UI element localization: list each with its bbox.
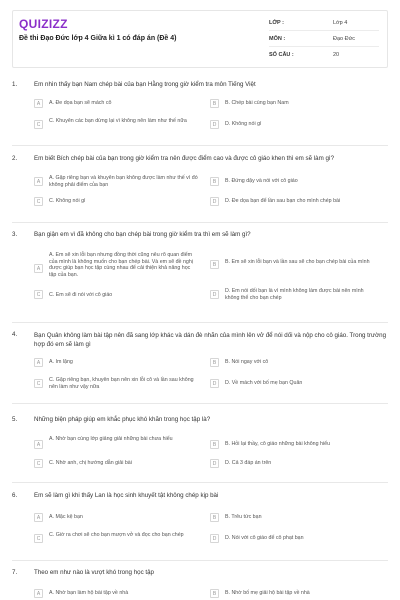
divider <box>12 145 388 146</box>
option-text: B. Hỏi lại thầy, cô giáo những bài không hiểu <box>225 441 331 448</box>
option-a[interactable] <box>34 513 210 522</box>
option-letter: A <box>34 99 43 108</box>
option-b[interactable] <box>210 436 386 449</box>
option-letter: D <box>210 120 219 129</box>
option-text: D. Cả 3 đáp án trên <box>225 460 272 467</box>
worksheet-header <box>12 10 388 68</box>
meta-label: LỚP : <box>269 19 284 26</box>
option-text: C. Em sẽ đi nói với cô giáo <box>49 291 113 298</box>
divider <box>12 322 388 323</box>
option-text: C. Giờ ra chơi sẽ cho bạn mượn vở và đọc cho bạn chép <box>49 532 184 538</box>
option-text: A. Nhờ bạn làm hộ bài tập về nhà <box>49 590 129 597</box>
question-3 <box>12 231 388 302</box>
question-number: 5. <box>12 416 18 423</box>
option-letter: A <box>34 358 43 367</box>
option-letter: D <box>210 197 219 206</box>
option-b[interactable] <box>210 175 386 188</box>
option-text: A. Gặp riêng bạn và khuyên bạn không được làm như thế vì đó không phải điểm của bạn <box>49 175 198 188</box>
option-c[interactable] <box>34 118 210 129</box>
option-letter: B <box>210 177 219 186</box>
option-text: A. Mặc kệ bạn <box>49 514 83 521</box>
meta-table <box>269 15 379 63</box>
option-text: B. Nói ngay với cô <box>225 359 269 366</box>
meta-row-subject <box>269 31 379 47</box>
option-text: C. Gặp riêng bạn, khuyên bạn nên xin lỗi cô và lần sau không nên làm như vậy nữa <box>49 377 194 390</box>
option-letter: A <box>34 177 43 186</box>
option-letter: C <box>34 379 43 388</box>
meta-row-grade <box>269 15 379 31</box>
option-b[interactable] <box>210 589 386 598</box>
option-text: B. Chép bài cùng bạn Nam <box>225 100 289 107</box>
option-letter: C <box>34 459 43 468</box>
option-c[interactable] <box>34 377 210 390</box>
question-1 <box>12 81 388 129</box>
option-letter: B <box>210 99 219 108</box>
option-letter: A <box>34 264 43 273</box>
question-number: 3. <box>12 231 18 238</box>
option-text: C. Nhờ anh, chị hướng dẫn giải bài <box>49 460 132 467</box>
option-text: D. Không nói gì <box>225 121 262 128</box>
option-text: A. Đe dọa bạn sẽ mách cô <box>49 100 112 107</box>
option-text: B. Nhờ bố mẹ giải hộ bài tập về nhà <box>225 590 310 597</box>
option-text: C. Khuyên các bạn dừng lại vì không nên làm như thế nữa <box>49 118 187 124</box>
question-number: 2. <box>12 155 18 162</box>
option-text: C. Không nói gì <box>49 198 86 205</box>
option-text: A. Nhờ bạn cùng lớp giảng giải những bài chưa hiểu <box>49 436 173 442</box>
option-d[interactable] <box>210 532 386 543</box>
option-text: D. Em nói dối bạn là vì mình không làm được bài nên mình không thể cho bạn chép <box>225 288 364 301</box>
option-c[interactable] <box>34 459 210 468</box>
question-text: Em nhìn thấy bạn Nam chép bài của bạn Hằng trong giờ kiểm tra môn Tiếng Việt <box>34 81 256 88</box>
option-letter: A <box>34 513 43 522</box>
question-6 <box>12 492 388 543</box>
question-number: 1. <box>12 81 18 88</box>
option-text: D. Nói với cô giáo để cô phạt bạn <box>225 535 304 542</box>
meta-value: 20 <box>333 52 340 58</box>
option-d[interactable] <box>210 288 386 301</box>
option-text: A. Em sẽ xin lỗi bạn nhưng đồng thời cũng nêu rõ quan điểm của mình là không muốn cho bạn chép bài. Và em sẽ đề nghị được giúp bạn học tập cùng nhau để cải thiện khả năng học tập của bạn. <box>49 252 193 278</box>
option-a[interactable] <box>34 99 210 108</box>
quizizz-logo: QUIZIZZ <box>19 17 68 31</box>
option-a[interactable] <box>34 252 210 278</box>
question-text: Bạn Quân không làm bài tập nên đã sang lớp khác và dán đè nhãn của mình lên vở để nói dối và nộp cho cô giáo. Trong trường hợp đó em sẽ làm gì <box>34 332 387 348</box>
option-b[interactable] <box>210 252 386 278</box>
option-c[interactable] <box>34 532 210 543</box>
meta-row-count <box>269 47 379 63</box>
option-letter: B <box>210 513 219 522</box>
question-4 <box>12 331 388 390</box>
question-number: 4. <box>12 331 18 338</box>
question-5 <box>12 416 388 468</box>
option-a[interactable] <box>34 436 210 449</box>
option-letter: B <box>210 358 219 367</box>
option-letter: D <box>210 379 219 388</box>
option-letter: A <box>34 440 43 449</box>
option-text: D. Đe dọa bạn để lần sau bạn cho mình chép bài <box>225 198 341 205</box>
meta-value: Đạo Đức <box>333 35 356 42</box>
option-letter: B <box>210 589 219 598</box>
divider <box>12 560 388 561</box>
question-2 <box>12 155 388 206</box>
option-a[interactable] <box>34 175 210 188</box>
question-text: Em sẽ làm gì khi thấy Lan là học sinh khuyết tật không chép kịp bài <box>34 492 219 499</box>
option-letter: C <box>34 120 43 129</box>
worksheet-title: Đề thi Đạo Đức lớp 4 Giữa kì 1 có đáp án (Đề 4) <box>19 35 177 42</box>
option-b[interactable] <box>210 358 386 367</box>
option-letter: B <box>210 260 219 269</box>
option-a[interactable] <box>34 358 210 367</box>
option-b[interactable] <box>210 513 386 522</box>
meta-value: Lớp 4 <box>333 19 348 26</box>
option-a[interactable] <box>34 589 210 598</box>
option-d[interactable] <box>210 377 386 390</box>
divider <box>12 403 388 404</box>
question-number: 7. <box>12 569 18 576</box>
option-letter: D <box>210 534 219 543</box>
question-text: Những biện pháp giúp em khắc phục khó khăn trong học tập là? <box>34 416 211 423</box>
option-letter: D <box>210 290 219 299</box>
option-c[interactable] <box>34 288 210 301</box>
option-c[interactable] <box>34 197 210 206</box>
question-text: Theo em như nào là vượt khó trong học tập <box>34 569 155 576</box>
meta-label: MÔN : <box>269 35 286 42</box>
question-number: 6. <box>12 492 18 499</box>
option-text: D. Về mách với bố mẹ bạn Quân <box>225 380 303 387</box>
option-letter: B <box>210 440 219 449</box>
question-7 <box>12 569 388 598</box>
question-text: Bạn giận em vì đã không cho bạn chép bài trong giờ kiểm tra thì em sẽ làm gì? <box>34 231 251 238</box>
option-text: B. Đứng dậy và nói với cô giáo <box>225 178 298 185</box>
option-letter: C <box>34 534 43 543</box>
option-letter: C <box>34 290 43 299</box>
divider <box>12 482 388 483</box>
divider <box>12 222 388 223</box>
option-text: B. Trêu tức bạn <box>225 514 262 521</box>
option-letter: C <box>34 197 43 206</box>
meta-label: SỐ CÂU : <box>269 52 294 58</box>
option-b[interactable] <box>210 99 386 108</box>
option-d[interactable] <box>210 118 386 129</box>
option-letter: D <box>210 459 219 468</box>
option-d[interactable] <box>210 197 386 206</box>
option-text: A. Im lặng <box>49 359 73 366</box>
option-d[interactable] <box>210 459 386 468</box>
option-letter: A <box>34 589 43 598</box>
question-text: Em biết Bích chép bài của bạn trong giờ kiểm tra nên được điểm cao và được cô giáo khen thì em sẽ làm gì? <box>34 155 335 162</box>
option-text: B. Em sẽ xin lỗi bạn và lần sau sẽ cho bạn chép bài của mình <box>225 259 370 265</box>
